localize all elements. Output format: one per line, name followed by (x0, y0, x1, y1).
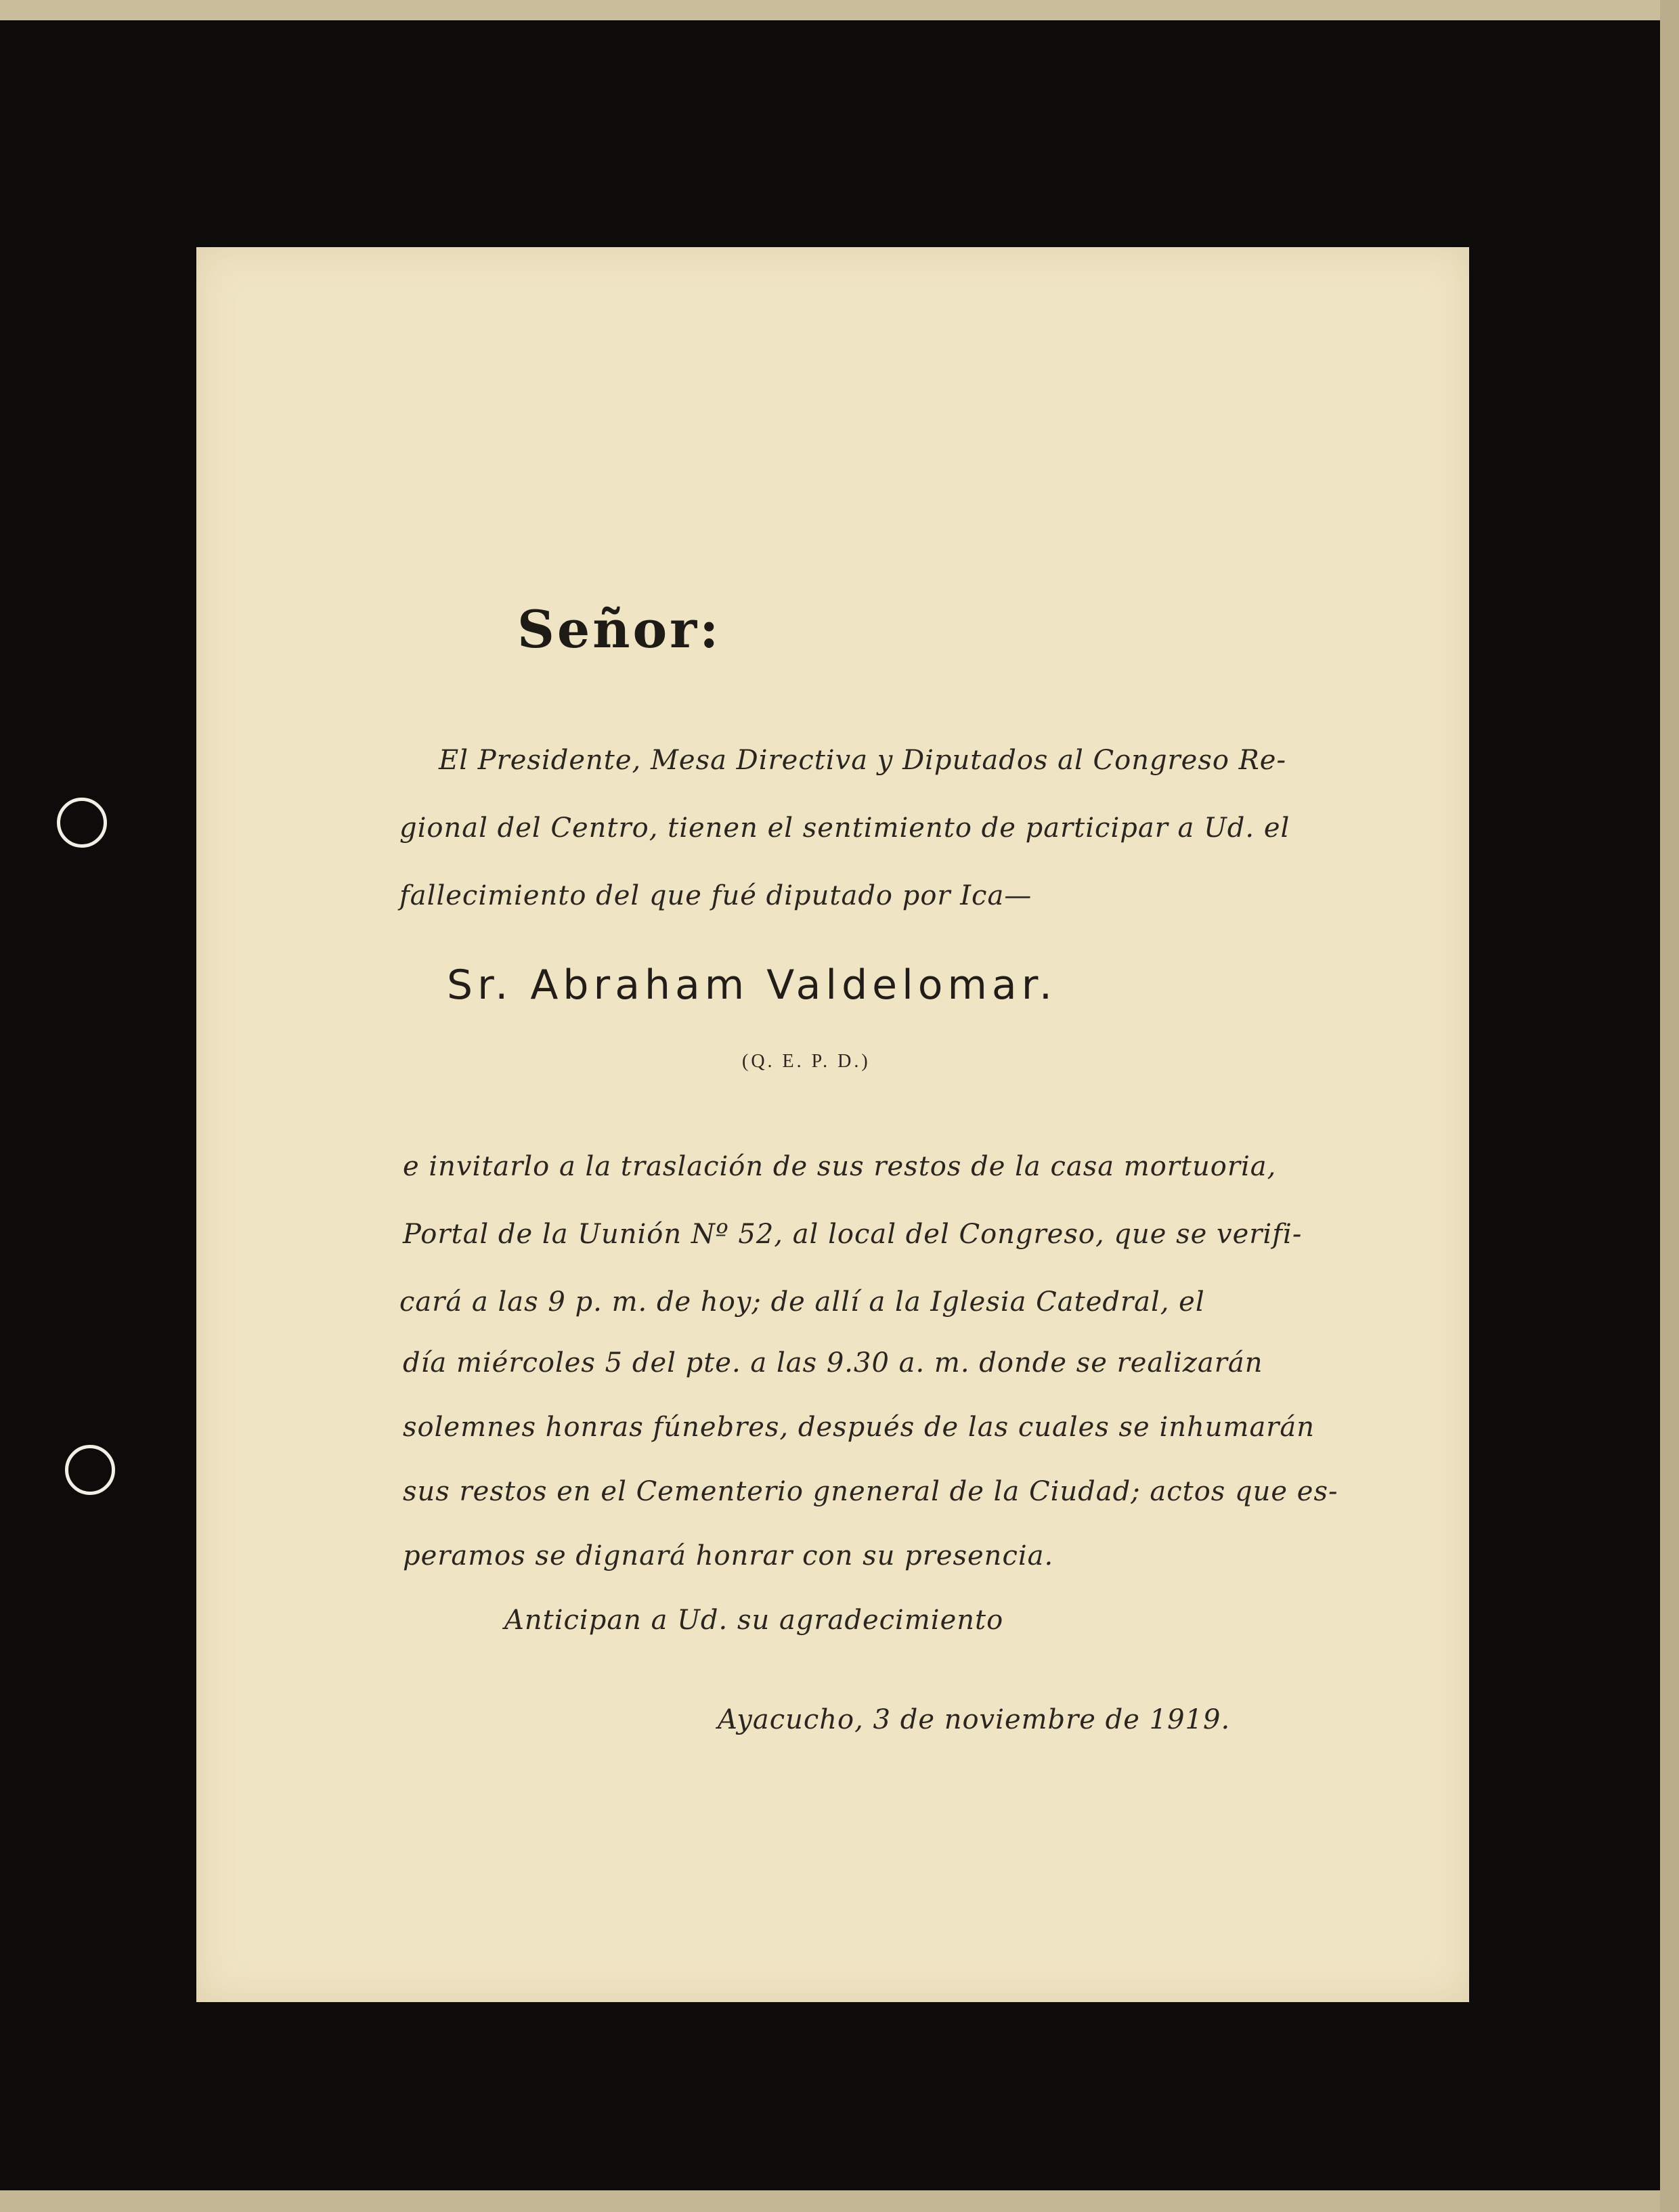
deceased-name: Sr. Abraham Valdelomar. (447, 961, 1057, 1009)
paragraph-1-line-2: gional del Centro, tienen el sentimiento de participar a Ud. el (399, 812, 1290, 844)
paragraph-1-line-3: fallecimiento del que fué diputado por Ica— (399, 880, 1032, 911)
paragraph-2-line-4: día miércoles 5 del pte. a las 9.30 a. m. donde se realizarán (403, 1347, 1263, 1379)
rip-abbreviation: (Q. E. P. D.) (742, 1051, 871, 1072)
mount-top-edge (0, 0, 1679, 20)
paragraph-2-line-7: peramos se dignará honrar con su presencia. (403, 1540, 1054, 1571)
paragraph-2-line-3: cará a las 9 p. m. de hoy; de allí a la Iglesia Catedral, el (399, 1286, 1205, 1318)
invitation-sheet (196, 247, 1469, 2002)
salutation: Señor: (517, 599, 722, 659)
paragraph-2-line-1: e invitarlo a la traslación de sus restos de la casa mortuoria, (403, 1151, 1277, 1182)
paragraph-1-line-1: El Presidente, Mesa Directiva y Diputados al Congreso Re- (439, 745, 1286, 776)
mount-right-edge (1660, 0, 1679, 2212)
punch-hole-upper (57, 798, 107, 848)
paragraph-2-line-5: solemnes honras fúnebres, después de las cuales se inhumarán (403, 1412, 1315, 1443)
mount-bottom-edge (0, 2190, 1679, 2212)
paragraph-2-line-6: sus restos en el Cementerio gneneral de la Ciudad; actos que es- (403, 1476, 1338, 1507)
punch-hole-lower (65, 1445, 115, 1495)
place-and-date: Ayacucho, 3 de noviembre de 1919. (718, 1704, 1231, 1735)
closing-line: Anticipan a Ud. su agradecimiento (504, 1605, 1004, 1636)
paragraph-2-line-2: Portal de la Uunión Nº 52, al local del Congreso, que se verifi- (403, 1219, 1303, 1250)
